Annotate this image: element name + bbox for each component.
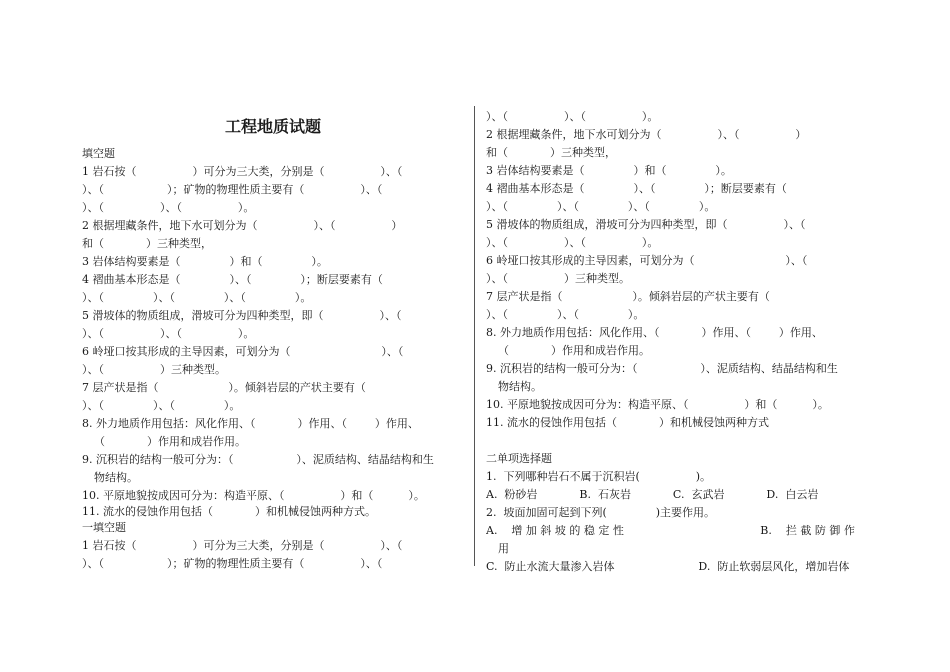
- text-line: 和（ ）三种类型，: [486, 146, 616, 159]
- section-heading: 填空题: [82, 147, 115, 160]
- text-line: ）、（ ）三种类型。: [486, 272, 630, 285]
- text-line: 4 褶曲基本形态是（ ）、（ ）；断层要素有（: [82, 273, 383, 286]
- text-line: 6 岭垭口按其形成的主导因素，可划分为（ ）、（: [82, 345, 404, 358]
- text-line: 3 岩体结构要素是（ ）和（ ）。: [486, 164, 732, 177]
- text-line: 3 岩体结构要素是（ ）和（ ）。: [82, 255, 328, 268]
- text-line: 1 岩石按（ ）可分为三大类，分别是（ ）、（: [82, 539, 403, 552]
- section-heading: 一填空题: [82, 521, 126, 534]
- text-line: 11. 流水的侵蚀作用包括（ ）和机械侵蚀两种方式: [486, 416, 769, 429]
- section-heading: 二单项选择题: [486, 452, 552, 465]
- question-line: 2. 坡面加固可起到下列( )主要作用。: [486, 506, 716, 519]
- text-line: 9. 沉积岩的结构一般可分为：（ ）、泥质结构、结晶结构和生: [486, 362, 838, 375]
- text-line: 8. 外力地质作用包括：风化作用、（ ）作用、（ ）作用、: [82, 417, 419, 430]
- text-line: 和（ ）三种类型，: [82, 237, 212, 250]
- text-line: 2 根据埋藏条件，地下水可划分为（ ）、（ ）: [82, 219, 403, 232]
- column-divider: [474, 106, 475, 566]
- text-line: 6 岭垭口按其形成的主导因素，可划分为（ ）、（: [486, 254, 808, 267]
- text-line: ）、（ ）、（ ）。: [486, 308, 645, 321]
- text-line: ）、（ ）；矿物的物理性质主要有（ ）、（: [82, 183, 383, 196]
- text-line: 5 滑坡体的物质组成，滑坡可分为四种类型，即（ ）、（: [82, 309, 402, 322]
- question-line: 1. 下列哪种岩石不属于沉积岩( )。: [486, 470, 712, 483]
- text-line: 11. 流水的侵蚀作用包括（ ）和机械侵蚀两种方式。: [82, 505, 376, 518]
- text-line: ）、（ ）、（ ）、（ ）。: [82, 291, 312, 304]
- page-title: 工程地质试题: [224, 117, 321, 136]
- text-line: ）、（ ）；矿物的物理性质主要有（ ）、（: [82, 557, 383, 570]
- text-line: （ ）作用和成岩作用。: [94, 435, 246, 448]
- text-line: 2 根据埋藏条件，地下水可划分为（ ）、（ ）: [486, 128, 807, 141]
- text-line: （ ）作用和成岩作用。: [498, 344, 650, 357]
- text-line: ）、（ ）三种类型。: [82, 363, 226, 376]
- text-line: 7 层产状是指（ ）。倾斜岩层的产状主要有（: [486, 290, 770, 303]
- text-line: 物结构。: [498, 380, 542, 393]
- text-line: 8. 外力地质作用包括：风化作用、（ ）作用、（ ）作用、: [486, 326, 823, 339]
- option-line: 用: [498, 542, 509, 555]
- text-line: 5 滑坡体的物质组成，滑坡可分为四种类型，即（ ）、（: [486, 218, 806, 231]
- option-line: C. 防止水流大量渗入岩体 D. 防止软弱层风化，增加岩体: [486, 560, 850, 573]
- text-line: ）、（ ）、（ ）。: [486, 110, 659, 123]
- text-line: ）、（ ）、（ ）。: [82, 327, 255, 340]
- text-line: 4 褶曲基本形态是（ ）、（ ）；断层要素有（: [486, 182, 787, 195]
- text-line: 10. 平原地貌按成因可分为：构造平原、（ ）和（ ）。: [486, 398, 829, 411]
- text-line: ）、（ ）、（ ）。: [486, 236, 659, 249]
- option-line: A. 粉砂岩 B. 石灰岩 C. 玄武岩 D. 白云岩: [486, 488, 819, 501]
- text-line: ）、（ ）、（ ）。: [82, 399, 241, 412]
- text-line: 1 岩石按（ ）可分为三大类，分别是（ ）、（: [82, 165, 403, 178]
- text-line: 7 层产状是指（ ）。倾斜岩层的产状主要有（: [82, 381, 366, 394]
- text-line: 物结构。: [94, 471, 138, 484]
- text-line: ）、（ ）、（ ）、（ ）。: [486, 200, 716, 213]
- text-line: 10. 平原地貌按成因可分为：构造平原、（ ）和（ ）。: [82, 489, 425, 502]
- text-line: ）、（ ）、（ ）。: [82, 201, 255, 214]
- text-line: 9. 沉积岩的结构一般可分为：（ ）、泥质结构、结晶结构和生: [82, 453, 434, 466]
- option-line: A. 增 加 斜 坡 的 稳 定 性 B. 拦 截 防 御 作: [486, 524, 855, 537]
